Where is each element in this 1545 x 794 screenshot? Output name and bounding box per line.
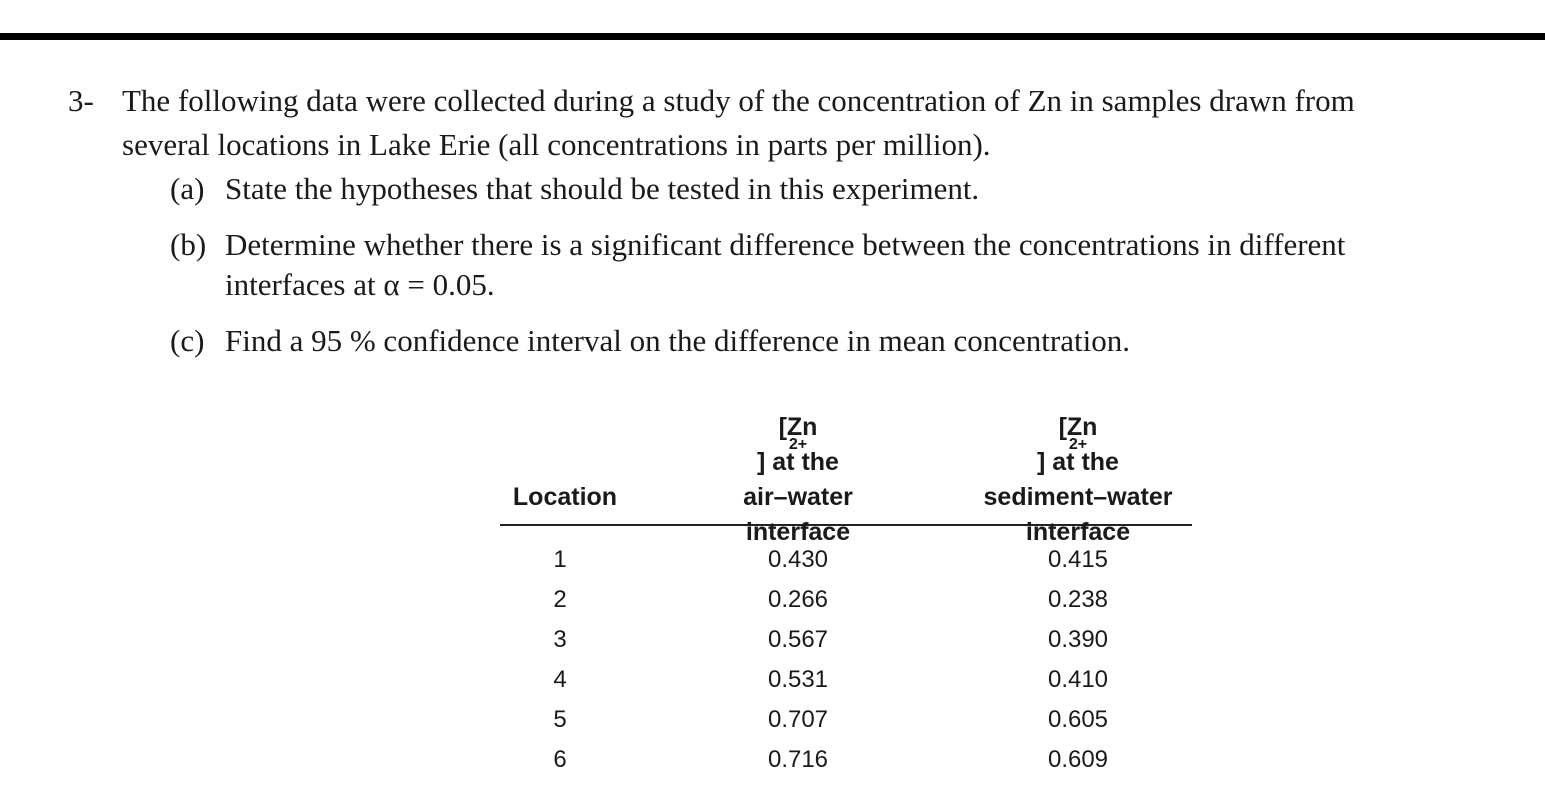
cell-air-water: 0.707 [767, 706, 829, 733]
cell-sediment-water: 0.605 [1047, 706, 1109, 733]
cell-sediment-water: 0.410 [1047, 666, 1109, 693]
cell-location: 3 [553, 626, 567, 653]
cell-location: 6 [553, 746, 567, 773]
part-b-text-continued: interfaces at α = 0.05. [225, 267, 495, 302]
cell-location: 4 [553, 666, 567, 693]
cell-sediment-water: 0.415 [1047, 546, 1109, 573]
cell-air-water: 0.716 [767, 746, 829, 773]
problem-intro-line1: The following data were collected during a study of the concentration of Zn in samples drawn from [122, 83, 1355, 118]
table-row [500, 580, 1192, 620]
table-row [500, 700, 1192, 740]
part-a [170, 168, 979, 210]
part-c-text: Find a 95 % confidence interval on the difference in mean concentration. [225, 323, 1130, 358]
zn-concentration-table [500, 408, 1192, 780]
part-a-label: (a) [170, 171, 205, 206]
cell-sediment-water: 0.609 [1047, 746, 1109, 773]
part-c [170, 320, 1130, 362]
header-air-water-line1: [Zn 2+ ] at the [757, 413, 839, 476]
cell-air-water: 0.567 [767, 626, 829, 653]
cell-air-water: 0.430 [767, 546, 829, 573]
table-body [500, 526, 1192, 780]
table-row [500, 660, 1192, 700]
header-location: Location [512, 483, 618, 511]
cell-location: 5 [553, 706, 567, 733]
table-row [500, 740, 1192, 780]
table-row [500, 620, 1192, 660]
top-rule [0, 33, 1545, 40]
table-row [500, 540, 1192, 580]
header-air-water-line2: air–water [743, 483, 853, 511]
header-sediment-water-line3: interface [1025, 518, 1131, 546]
part-c-label: (c) [170, 323, 205, 358]
problem-intro-line2: several locations in Lake Erie (all concentrations in parts per million). [122, 127, 991, 162]
part-b-text: Determine whether there is a significant difference between the concentrations in different [225, 227, 1346, 262]
header-air-water-line3: interface [745, 518, 851, 546]
table-header [500, 408, 1192, 546]
part-a-text: State the hypotheses that should be tested in this experiment. [225, 171, 980, 206]
cell-location: 1 [553, 546, 567, 573]
cell-air-water: 0.531 [767, 666, 829, 693]
problem-number: 3- [68, 83, 94, 118]
header-sediment-water-line2: sediment–water [983, 483, 1173, 511]
cell-sediment-water: 0.390 [1047, 626, 1109, 653]
cell-location: 2 [553, 586, 567, 613]
part-b [170, 224, 1345, 266]
part-b-label: (b) [170, 227, 207, 262]
cell-sediment-water: 0.238 [1047, 586, 1109, 613]
cell-air-water: 0.266 [767, 586, 829, 613]
header-sediment-water-line1: [Zn 2+ ] at the [1037, 413, 1119, 476]
